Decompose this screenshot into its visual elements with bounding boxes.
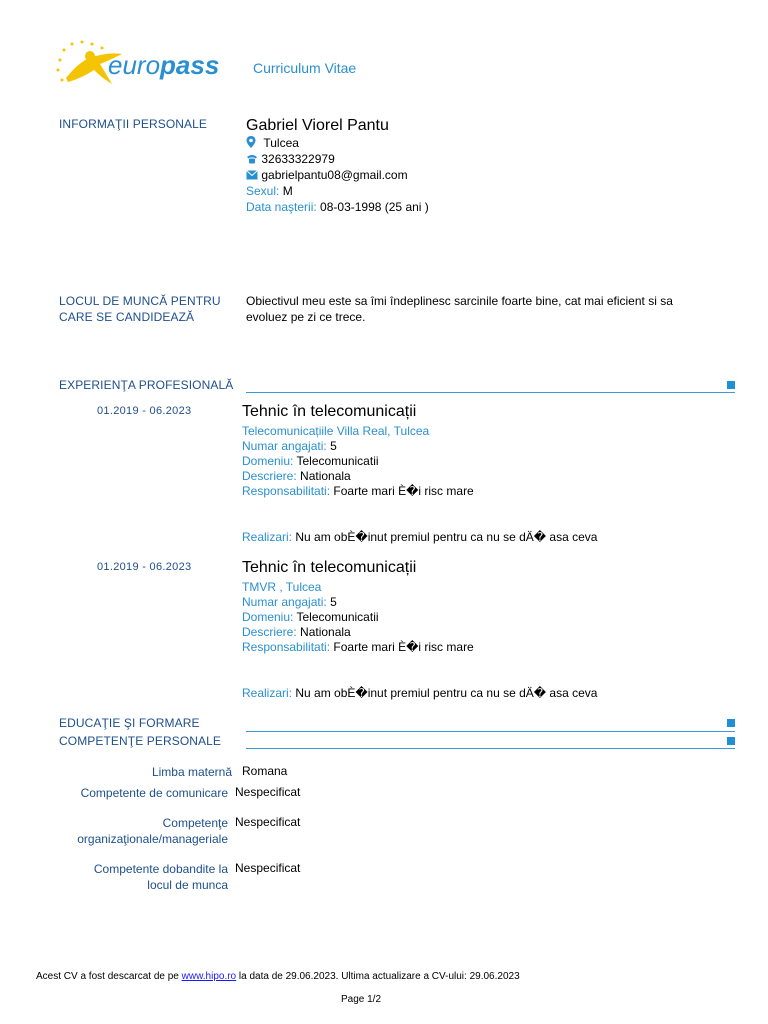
section-title-education: EDUCAŢIE ŞI FORMARE xyxy=(59,716,200,730)
experience-2-domain-value: Telecomunicatii xyxy=(296,610,379,624)
birth-value: 08-03-1998 (25 ani ) xyxy=(320,200,429,214)
logo-text-pass: pass xyxy=(160,50,220,80)
experience-1-employees-label: Numar angajati: xyxy=(242,439,327,453)
experience-1-employees-value: 5 xyxy=(330,439,337,453)
experience-1-title: Tehnic în telecomunicații xyxy=(242,403,417,420)
experience-2-resp-row xyxy=(242,640,474,656)
skill-2-label xyxy=(40,785,228,801)
experience-1-achiev-label: Realizari: xyxy=(242,530,293,544)
experience-1-resp-value: Foarte mari È�i risc mare xyxy=(333,484,474,498)
job-target-text-line-2: evoluez pe zi ce trece. xyxy=(246,310,366,324)
sex-row xyxy=(246,184,293,200)
experience-1-resp-label: Responsabilitati: xyxy=(242,484,331,498)
city-row xyxy=(246,136,299,152)
experience-1-achiev-value: Nu am obÈ�inut premiul pentru ca nu se dÄ� asa ceva xyxy=(295,530,598,544)
envelope-icon xyxy=(246,170,258,180)
skill-4-label xyxy=(40,861,228,893)
document-title: Curriculum Vitae xyxy=(253,60,357,76)
phone-row xyxy=(246,152,335,168)
location-pin-icon xyxy=(246,136,256,148)
skill-3-value: Nespecificat xyxy=(235,815,301,829)
section-title-job-target xyxy=(59,293,221,325)
experience-2-achiev-row xyxy=(242,686,597,702)
experience-2-domain-label: Domeniu: xyxy=(242,610,294,624)
phone-icon xyxy=(246,154,258,164)
skill-1-label xyxy=(40,764,232,780)
footer-text-before: Acest CV a fost descarcat de pe xyxy=(36,971,182,982)
education-rule xyxy=(246,731,735,732)
section-title-skills: COMPETENŢE PERSONALE xyxy=(59,734,222,748)
footer-link[interactable]: www.hipo.ro xyxy=(181,971,237,982)
europass-logo xyxy=(52,38,232,92)
email[interactable]: gabrielpantu08@gmail.com xyxy=(261,168,408,182)
experience-1-domain-label: Domeniu: xyxy=(242,454,294,468)
experience-2-employees-row xyxy=(242,595,337,611)
experience-2-desc-value: Nationala xyxy=(300,625,351,639)
experience-1-desc-label: Descriere: xyxy=(242,469,297,483)
experience-2-desc-label: Descriere: xyxy=(242,625,297,639)
experience-1-resp-row xyxy=(242,484,474,500)
skill-4-value: Nespecificat xyxy=(235,861,301,875)
skill-4-label-line-1: Competente dobandite la xyxy=(93,862,228,876)
experience-1-achiev-row xyxy=(242,530,597,546)
skill-3-label xyxy=(40,815,228,847)
logo-text-o: o xyxy=(145,50,161,80)
skill-1-label-line-1: Limba maternă xyxy=(151,765,232,779)
education-square-icon xyxy=(727,719,735,727)
skill-1-value: Romana xyxy=(242,764,288,778)
experience-2-desc-row xyxy=(242,625,351,641)
experience-2-achiev-value: Nu am obÈ�inut premiul pentru ca nu se dÄ� asa ceva xyxy=(295,686,598,700)
job-target-text-line-1: Obiectivul meu este sa îmi îndeplinesc sarcinile foarte bine, cat mai eficient si sa xyxy=(246,294,673,308)
experience-2-employer: TMVR , Tulcea xyxy=(242,580,322,594)
experience-2-title: Tehnic în telecomunicații xyxy=(242,559,417,576)
email-row xyxy=(246,168,408,184)
sex-label: Sexul: xyxy=(246,184,280,198)
skills-rule xyxy=(246,748,735,749)
experience-square-icon xyxy=(727,381,735,389)
experience-1-dates: 01.2019 - 06.2023 xyxy=(97,405,192,417)
footer-text-after: la data de 29.06.2023. Ultima actualizare a CV-ului: 29.06.2023 xyxy=(236,971,520,982)
skills-square-icon xyxy=(727,737,735,745)
skill-4-label-line-2: locul de munca xyxy=(147,878,228,892)
logo-wordmark xyxy=(108,50,219,81)
experience-2-dates: 01.2019 - 06.2023 xyxy=(97,561,192,573)
experience-rule xyxy=(246,392,735,393)
birth-row xyxy=(246,200,429,216)
section-title-experience: EXPERIENŢA PROFESIONALĂ xyxy=(59,378,234,392)
experience-2-resp-label: Responsabilitati: xyxy=(242,640,331,654)
experience-1-employees-row xyxy=(242,439,337,455)
job-target-text xyxy=(246,293,673,325)
experience-1-employer: Telecomunicațiile Villa Real, Tulcea xyxy=(242,424,430,438)
page-number: Page 1/2 xyxy=(340,994,382,1005)
section-title-personal: INFORMAŢII PERSONALE xyxy=(59,117,208,131)
skill-3-label-line-1: Competenţe xyxy=(162,816,228,830)
city: Tulcea xyxy=(263,136,299,150)
experience-2-domain-row xyxy=(242,610,379,626)
footer-note xyxy=(36,971,520,982)
experience-2-achiev-label: Realizari: xyxy=(242,686,293,700)
experience-1-desc-value: Nationala xyxy=(300,469,351,483)
sex-value: M xyxy=(282,184,293,198)
experience-1-domain-row xyxy=(242,454,379,470)
job-target-title-line-2: CARE SE CANDIDEAZĂ xyxy=(59,310,195,324)
experience-2-employees-value: 5 xyxy=(330,595,337,609)
birth-label: Data naşterii: xyxy=(246,200,317,214)
person-name: Gabriel Viorel Pantu xyxy=(246,117,389,134)
experience-2-resp-value: Foarte mari È�i risc mare xyxy=(333,640,474,654)
skill-3-label-line-2: organizaţionale/manageriale xyxy=(77,832,228,846)
phone: 32633322979 xyxy=(261,152,335,166)
experience-1-domain-value: Telecomunicatii xyxy=(296,454,379,468)
experience-2-employees-label: Numar angajati: xyxy=(242,595,327,609)
experience-1-desc-row xyxy=(242,469,351,485)
logo-text-eur: eur xyxy=(108,50,146,80)
skill-2-label-line-1: Competente de comunicare xyxy=(80,786,228,800)
skill-2-value: Nespecificat xyxy=(235,785,301,799)
job-target-title-line-1: LOCUL DE MUNCĂ PENTRU xyxy=(59,294,221,308)
